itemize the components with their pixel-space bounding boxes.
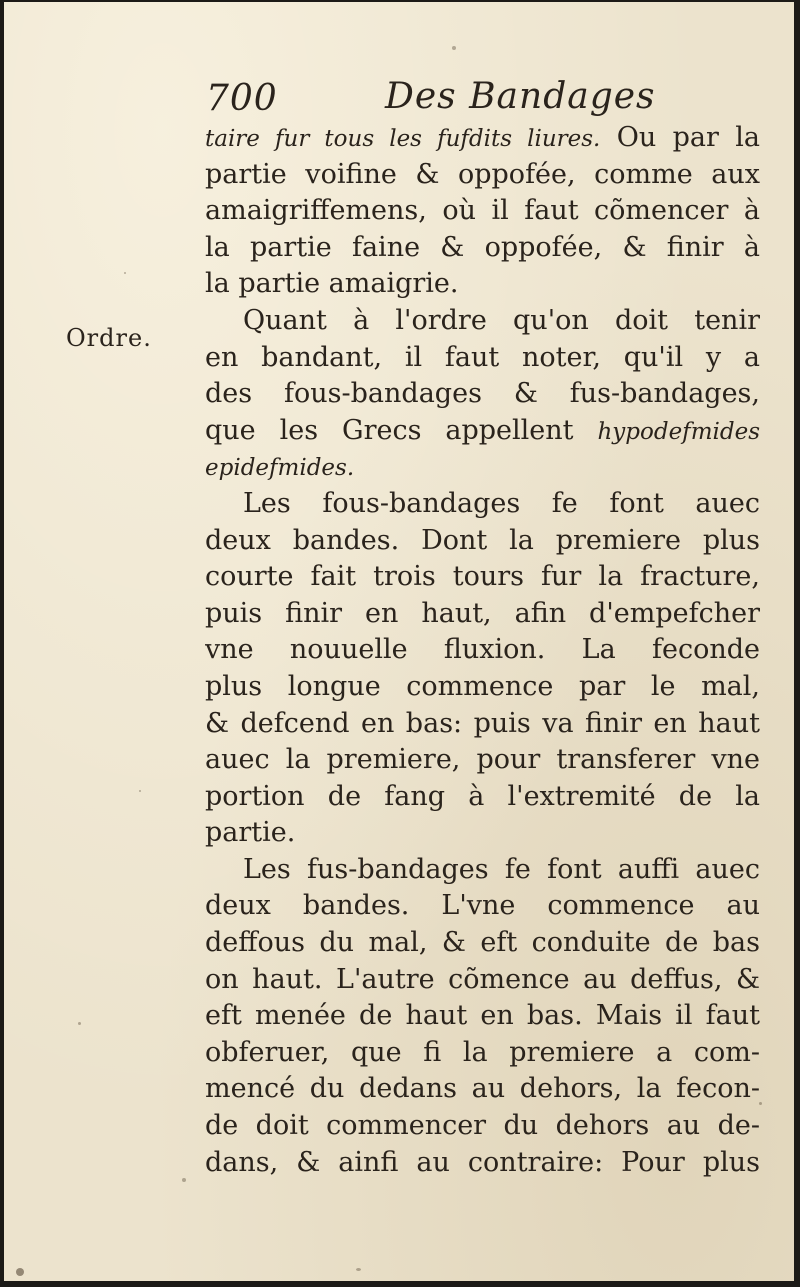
paper-speck [78, 1022, 81, 1025]
text-line [205, 120, 760, 157]
paper-speck [16, 1268, 24, 1276]
text-line [205, 413, 760, 450]
text-line: partie. [205, 817, 296, 849]
italic-phrase: hypodefmides [597, 418, 760, 445]
paper-speck [356, 1268, 361, 1271]
text-line [205, 449, 760, 486]
text-line: de doit commencer du dehors au de- [205, 1110, 760, 1142]
paper-speck [182, 1178, 186, 1182]
roman-phrase: que les Grecs appellent [205, 414, 598, 446]
text-line: deffous du mal, & eft conduite de bas [205, 927, 760, 959]
page-number: 700 [206, 78, 278, 119]
text-line: puis finir en haut, afin d'empefcher [205, 597, 760, 629]
text-line: la partie amaigrie. [205, 268, 459, 300]
paper-speck [452, 46, 456, 50]
margin-note: Ordre. [66, 324, 152, 352]
text-line: Les fus-bandages fe font auffi auec [243, 853, 760, 885]
running-title: Des Bandages [385, 76, 656, 117]
text-line: la partie faine & oppofée, & finir à [205, 231, 760, 263]
paper-speck [139, 790, 141, 792]
paper-speck [124, 272, 126, 274]
body-text [205, 120, 760, 1181]
page-header [200, 76, 670, 126]
text-line: eft menée de haut en bas. Mais il faut [205, 1000, 760, 1032]
text-line: partie voifine & oppofée, comme aux [205, 158, 760, 190]
text-line: Les fous-bandages fe font auec [243, 487, 760, 519]
text-line: on haut. L'autre cõmence au deffus, & [205, 963, 760, 995]
text-line: portion de fang à l'extremité de la [205, 780, 760, 812]
text-line: courte fait trois tours fur la fracture, [205, 561, 760, 593]
text-line: Quant à l'ordre qu'on doit tenir [243, 304, 760, 336]
text-line: des fous-bandages & fus-bandages, [205, 378, 760, 410]
paper-speck [759, 1102, 762, 1105]
text-line: dans, & ainfi au contraire: Pour plus [205, 1146, 760, 1178]
roman-phrase: Ou par la [600, 122, 760, 153]
text-line: auec la premiere, pour transferer vne [205, 744, 760, 776]
text-line: deux bandes. L'vne commence au [205, 890, 760, 922]
book-page [4, 2, 794, 1281]
italic-phrase: taire fur tous les fufdits liures. [205, 126, 601, 152]
text-line: mencé du dedans au dehors, la fecon- [205, 1073, 760, 1105]
text-line: vne nouuelle fluxion. La feconde [205, 634, 760, 666]
text-line: plus longue commence par le mal, [205, 670, 760, 702]
text-line: en bandant, il faut noter, qu'il y a [205, 341, 760, 373]
italic-phrase: epidefmides. [205, 455, 355, 482]
text-line: obferuer, que fi la premiere a com- [205, 1036, 760, 1068]
text-line: deux bandes. Dont la premiere plus [205, 524, 760, 556]
text-line: & defcend en bas: puis va finir en haut [205, 707, 760, 739]
text-line: amaigriffemens, où il faut cõmencer à [205, 195, 760, 227]
